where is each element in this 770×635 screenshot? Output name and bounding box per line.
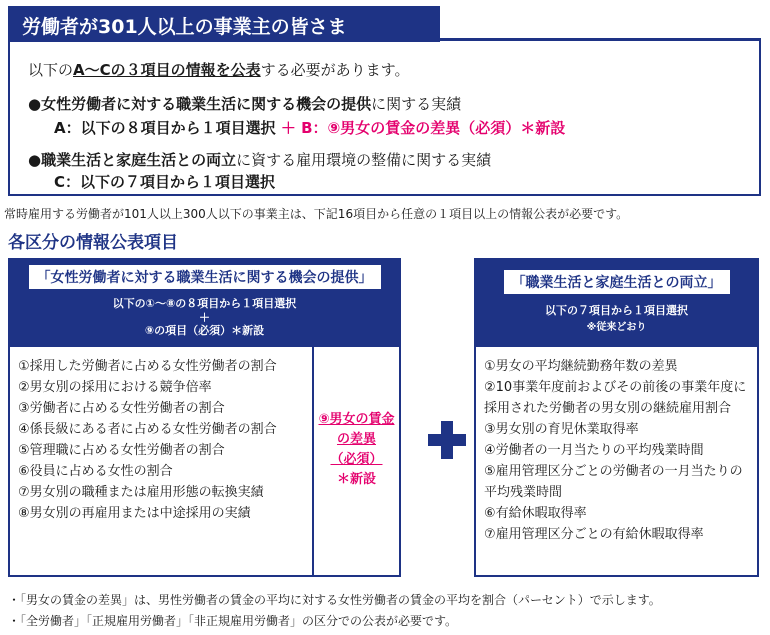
right-box-subtitle: 以下の７項目から１項目選択 <box>545 304 688 317</box>
left-box-required-note: ⑨の項目（必須）＊新設 <box>144 324 265 337</box>
list-item: ④係長級にある者に占める女性労働者の割合 <box>18 422 277 437</box>
left-box-plus: ＋ <box>199 311 210 324</box>
intro-text: 以下のA〜Cの３項目の情報を公表する必要があります。 <box>28 61 410 79</box>
bullet-category-a-b: ●女性労働者に対する職業生活に関する機会の提供に関する実績 <box>28 95 462 113</box>
note-small-employers: 常時雇用する労働者が101人以上300人以下の事業主は、下記16項目から任意の１項目以上の情報公表が必要です。 <box>4 207 629 221</box>
right-box-title: 「職業生活と家庭生活との両立」 <box>504 270 730 294</box>
list-item: ⑤管理職に占める女性労働者の割合 <box>18 443 225 458</box>
list-item: ④労働者の一月当たりの平均残業時間 <box>484 443 704 458</box>
list-item: ③労働者に占める女性労働者の割合 <box>18 401 225 416</box>
left-box-header <box>8 258 401 347</box>
list-item: ⑥役員に占める女性の割合 <box>18 464 173 479</box>
wage-gap-required-item: ⑨男女の賃金 の差異 （必須） ＊新設 <box>318 412 395 487</box>
page-title: 労働者が301人以上の事業主の皆さま <box>8 6 440 42</box>
section-title: 各区分の情報公表項目 <box>8 233 178 253</box>
list-item: ⑧男女別の再雇用または中途採用の実績 <box>18 506 251 521</box>
right-item-list <box>484 356 752 545</box>
right-box-note: ※従来どおり <box>586 322 647 333</box>
list-item: ②10事業年度前およびその前後の事業年度に採用された労働者の男女別の継続雇用割合 <box>484 380 747 416</box>
list-item: ①男女の平均継続勤務年数の差異 <box>484 359 678 374</box>
footnote-wage-gap: ・「男女の賃金の差異」は、男性労働者の賃金の平均に対する女性労働者の賃金の平均を割合（パーセント）で示します。 <box>8 593 661 607</box>
list-item: ⑤雇用管理区分ごとの労働者の一月当たりの平均残業時間 <box>484 464 743 500</box>
left-item-list <box>18 356 308 524</box>
footnote-categories: ・「全労働者」「正規雇用労働者」「非正規雇用労働者」の区分での公表が必要です。 <box>8 614 458 628</box>
bullet-category-c-detail: C：以下の７項目から１項目選択 <box>54 173 276 191</box>
list-item: ②男女別の採用における競争倍率 <box>18 380 212 395</box>
list-item: ⑦雇用管理区分ごとの有給休暇取得率 <box>484 527 704 542</box>
right-box-header <box>474 258 759 347</box>
summary-box <box>8 38 761 196</box>
bullet-category-c: ●職業生活と家庭生活との両立に資する雇用環境の整備に関する実績 <box>28 151 492 169</box>
left-box-subtitle: 以下の①〜⑧の８項目から１項目選択 <box>112 297 297 310</box>
left-box-title: 「女性労働者に対する職業生活に関する機会の提供」 <box>29 265 381 289</box>
list-item: ⑦男女別の職種または雇用形態の転換実績 <box>18 485 264 500</box>
bullet-category-a-b-detail: A：以下の８項目から１項目選択 ＋ B：⑨男女の賃金の差異（必須）＊新設 <box>54 119 566 137</box>
list-item: ①採用した労働者に占める女性労働者の割合 <box>18 359 277 374</box>
list-item: ⑥有給休暇取得率 <box>484 506 587 521</box>
list-item: ③男女別の育児休業取得率 <box>484 422 639 437</box>
